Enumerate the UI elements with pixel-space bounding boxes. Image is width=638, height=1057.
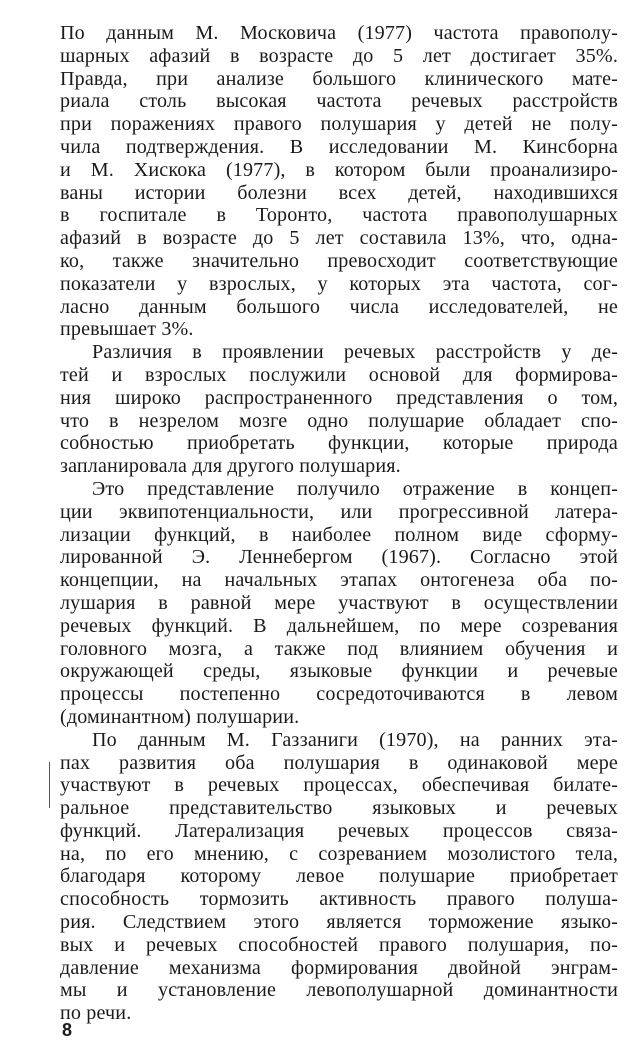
text-line: вых и речевых способностей правого полушария, по- bbox=[60, 933, 618, 956]
text-line: головного мозга, а также под влиянием обучения и bbox=[60, 637, 618, 660]
text-line: ния широко распространенного представления о том, bbox=[60, 386, 618, 409]
text-line: давление механизма формирования двойной энграм- bbox=[60, 956, 618, 979]
text-line: чила подтверждения. В исследовании М. Кинсборна bbox=[60, 135, 618, 158]
page-number: 8 bbox=[62, 1020, 73, 1040]
text-line: пах развития оба полушария в одинаковой мере bbox=[60, 751, 618, 774]
text-line: ваны истории болезни всех детей, находившихся bbox=[60, 181, 618, 204]
text-line: По данным М. Московича (1977) частота правополу- bbox=[60, 22, 618, 44]
text-line: участвуют в речевых процессах, обеспечивая билате- bbox=[60, 774, 618, 797]
text-line: и М. Хискока (1977), в котором были проанализиро- bbox=[60, 158, 618, 181]
text-line: собностью приобретать функции, которые природа bbox=[60, 432, 618, 455]
text-line: тей и взрослых послужили основой для формирова- bbox=[60, 363, 618, 386]
text-line: на, по его мнению, с созреванием мозолистого тела, bbox=[60, 842, 618, 865]
text-line: Это представление получило отражение в концеп- bbox=[92, 477, 618, 500]
text-line: превышает 3%. bbox=[60, 318, 194, 341]
page-body-text bbox=[60, 22, 618, 1025]
text-line: по речи. bbox=[60, 1002, 132, 1025]
text-line: ко, также значительно превосходит соответствующие bbox=[60, 249, 618, 272]
text-line: ральное представительство языковых и речевых bbox=[60, 797, 618, 820]
text-line: мы и установление левополушарной доминантности bbox=[60, 979, 618, 1002]
text-line: показатели у взрослых, у которых эта частота, сог- bbox=[60, 272, 618, 295]
paragraph-1 bbox=[60, 22, 618, 341]
text-line: при поражениях правого полушария у детей не полу- bbox=[60, 113, 618, 136]
text-line: окружающей среды, языковые функции и речевые bbox=[60, 660, 618, 683]
text-line: афазий в возрасте до 5 лет составила 13%, что, одна- bbox=[60, 227, 618, 250]
text-line: рия. Следствием этого является торможение языко- bbox=[60, 911, 618, 934]
text-line: Различия в проявлении речевых расстройств у де- bbox=[92, 341, 618, 364]
paragraph-3 bbox=[60, 478, 618, 729]
text-line: что в незрелом мозге одно полушарие обладает спо- bbox=[60, 409, 618, 432]
text-line: По данным М. Газзаниги (1970), на ранних эта- bbox=[92, 728, 618, 751]
text-line: ции эквипотенциальности, или прогрессивной латера- bbox=[60, 500, 618, 523]
text-line: лизации функций, в наиболее полном виде сформу- bbox=[60, 523, 618, 546]
text-line: речевых функций. В дальнейшем, по мере созревания bbox=[60, 614, 618, 637]
text-line: лушария в равной мере участвуют в осуществлении bbox=[60, 591, 618, 614]
text-line: в госпитале в Торонто, частота правополушарных bbox=[60, 204, 618, 227]
text-line: способность тормозить активность правого полуша- bbox=[60, 888, 618, 911]
margin-mark bbox=[49, 762, 50, 808]
text-line: риала столь высокая частота речевых расстройств bbox=[60, 90, 618, 113]
text-line: лированной Э. Леннебергом (1967). Согласно этой bbox=[60, 546, 618, 569]
paragraph-2 bbox=[60, 341, 618, 478]
text-line: Правда, при анализе большого клинического мате- bbox=[60, 67, 618, 90]
text-line: концепции, на начальных этапах онтогенеза оба по- bbox=[60, 569, 618, 592]
text-line: функций. Латерализация речевых процессов связа- bbox=[60, 819, 618, 842]
text-line: запланировала для другого полушария. bbox=[60, 455, 401, 478]
paragraph-4 bbox=[60, 729, 618, 1025]
text-line: (доминантном) полушарии. bbox=[60, 705, 300, 728]
text-line: шарных афазий в возрасте до 5 лет достигает 35%. bbox=[60, 44, 618, 67]
text-line: процессы постепенно сосредоточиваются в левом bbox=[60, 683, 618, 706]
text-line: ласно данным большого числа исследователей, не bbox=[60, 295, 618, 318]
text-line: благодаря которому левое полушарие приобретает bbox=[60, 865, 618, 888]
